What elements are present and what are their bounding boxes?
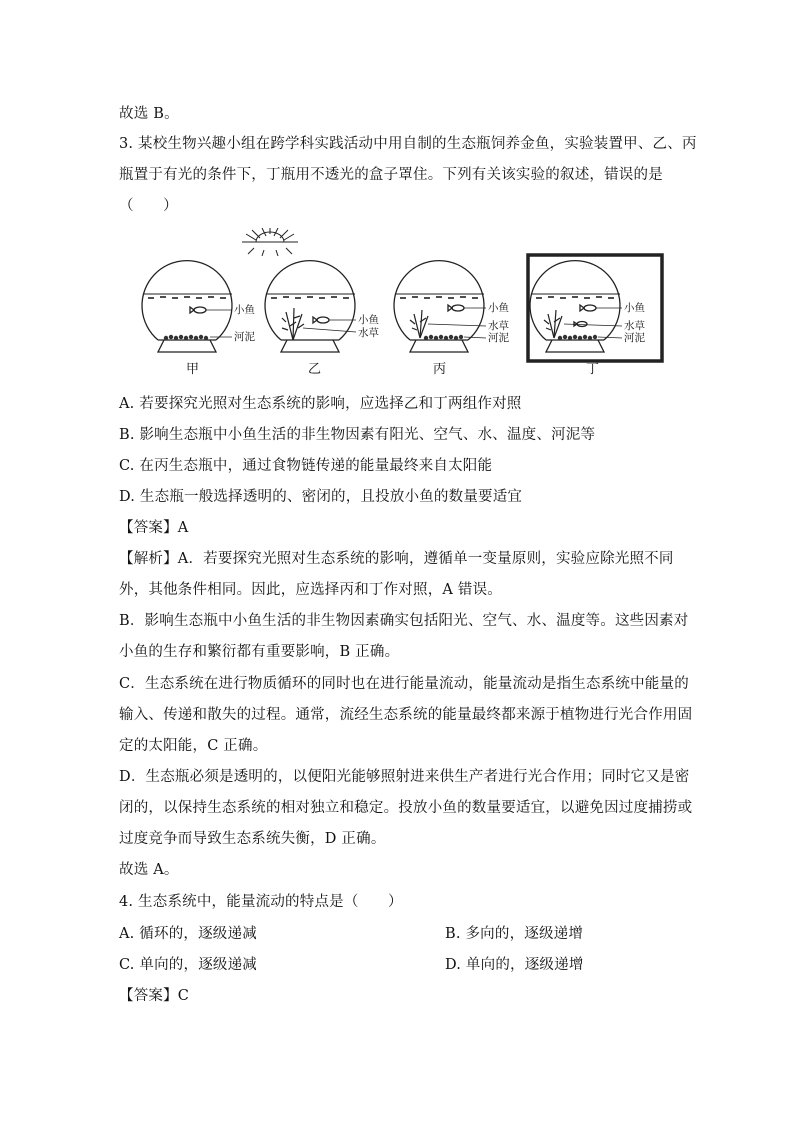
jar-jia-fish-label: 小鱼 xyxy=(234,304,255,316)
jar-yi-caption: 乙 xyxy=(308,362,322,377)
jar-ding-mud-label: 河泥 xyxy=(624,332,645,344)
q4-option-c: C. 单向的，逐级递减 xyxy=(119,957,257,973)
jar-yi-fish-label: 小鱼 xyxy=(358,314,379,326)
q3-option-c: C. 在丙生态瓶中，通过食物链传递的能量最终来自太阳能 xyxy=(119,458,493,474)
analysis-line-5: C．生态系统在进行物质循环的同时也在进行能量流动，能量流动是指生态系统中能量的 xyxy=(119,676,689,692)
analysis-line-9: 闭的，以保持生态系统的相对独立和稳定。投放小鱼的数量要适宜，以避免因过度捕捞或 xyxy=(119,800,693,816)
q4-option-b: B. 多向的，逐级递增 xyxy=(445,926,584,942)
analysis-line-1: 【解析】A．若要探究光照对生态系统的影响，遵循单一变量原则，实验应除光照不同 xyxy=(119,551,674,567)
q3-option-b: B. 影响生态瓶中小鱼生活的非生物因素有阳光、空气、水、温度、河泥等 xyxy=(119,427,596,443)
jar-jia-caption: 甲 xyxy=(186,362,200,377)
jar-ding-plant-label: 水草 xyxy=(624,320,645,332)
analysis-line-10: 过度竞争而导致生态系统失衡，D 正确。 xyxy=(119,831,386,847)
analysis-line-11: 故选 A。 xyxy=(119,862,179,878)
jar-bing-caption: 丙 xyxy=(433,362,447,377)
q4-answer: 【答案】C xyxy=(119,988,190,1004)
analysis-line-3: B．影响生态瓶中小鱼生活的非生物因素确实包括阳光、空气、水、温度等。这些因素对 xyxy=(119,613,689,629)
prev-answer-line: 故选 B。 xyxy=(119,106,179,122)
q3-answer: 【答案】A xyxy=(119,520,189,536)
q3-answer-blank: （ ） xyxy=(119,198,178,214)
jar-jia-mud-label: 河泥 xyxy=(234,331,255,343)
jar-bing-fish-label: 小鱼 xyxy=(488,302,509,314)
analysis-line-7: 定的太阳能，C 正确。 xyxy=(119,738,268,754)
q3-option-d: D. 生态瓶一般选择透明的、密闭的，且投放小鱼的数量要适宜 xyxy=(119,489,523,505)
jar-bing xyxy=(394,261,486,352)
jar-yi xyxy=(265,261,356,352)
q3-option-a: A. 若要探究光照对生态系统的影响，应选择乙和丁两组作对照 xyxy=(119,396,522,412)
jar-ding-fish-label: 小鱼 xyxy=(624,302,645,314)
q3-stem-line-1: 3. 某校生物兴趣小组在跨学科实践活动中用自制的生态瓶饲养金鱼，实验装置甲、乙、丙 xyxy=(119,136,697,152)
analysis-line-8: D．生态瓶必须是透明的，以便阳光能够照射进来供生产者进行光合作用；同时它又是密 xyxy=(119,769,690,785)
ecosystem-bottle-figure xyxy=(128,228,668,388)
analysis-line-4: 小鱼的生存和繁衍都有重要影响，B 正确。 xyxy=(119,644,400,660)
sun-icon xyxy=(242,228,298,256)
jar-jia xyxy=(142,261,232,352)
jar-bing-plant-label: 水草 xyxy=(488,320,509,332)
q4-option-a: A. 循环的，逐级递减 xyxy=(119,926,257,942)
jar-ding-caption: 丁 xyxy=(586,362,600,377)
q4-stem: 4. 生态系统中，能量流动的特点是（ ） xyxy=(119,894,403,910)
jar-bing-mud-label: 河泥 xyxy=(488,332,509,344)
jar-yi-plant-label: 水草 xyxy=(358,327,379,339)
analysis-line-2: 外，其他条件相同。因此，应选择丙和丁作对照，A 错误。 xyxy=(119,582,502,598)
q3-stem-line-2: 瓶置于有光的条件下，丁瓶用不透光的盒子罩住。下列有关该实验的叙述，错误的是 xyxy=(119,167,663,183)
q4-option-d: D. 单向的，逐级递增 xyxy=(445,957,584,973)
analysis-line-6: 输入、传递和散失的过程。通常，流经生态系统的能量最终都来源于植物进行光合作用固 xyxy=(119,707,693,723)
